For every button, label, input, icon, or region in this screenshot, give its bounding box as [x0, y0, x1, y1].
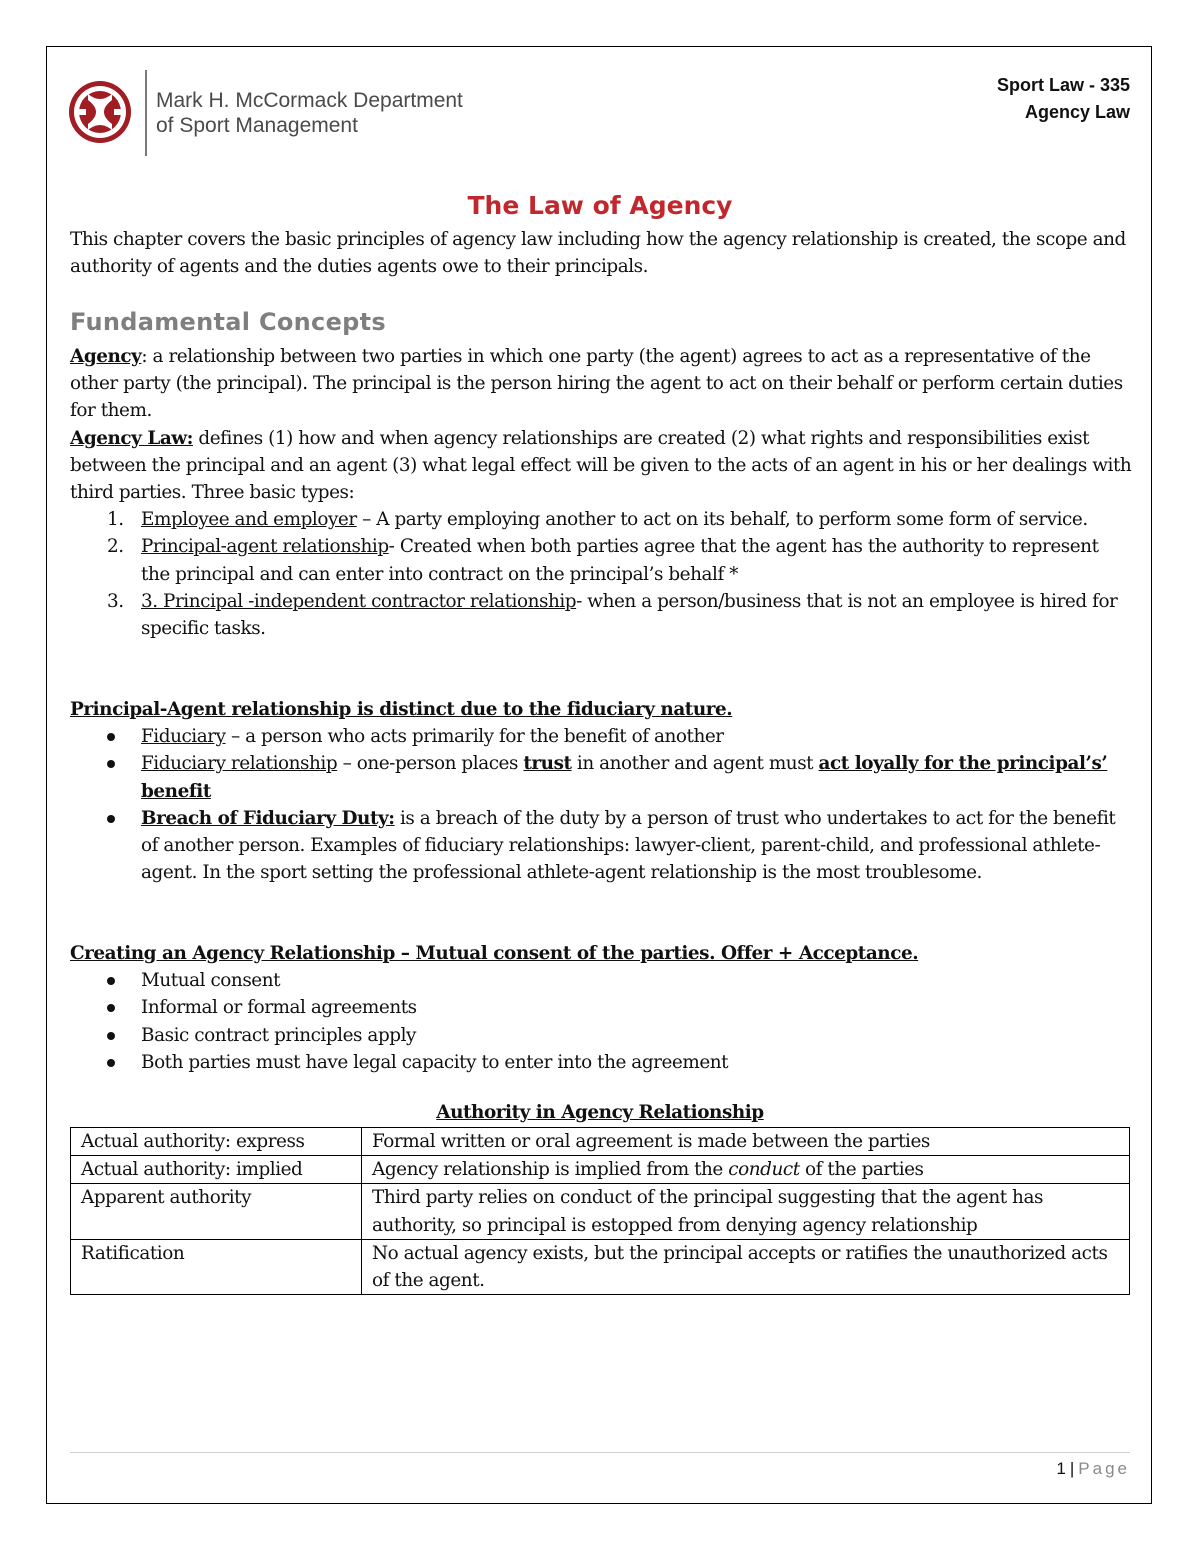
agency-definition [70, 343, 1132, 425]
table-cell-desc [362, 1156, 1130, 1184]
logo-divider [145, 70, 147, 156]
table-cell-desc: No actual agency exists, but the principal accepts or ratifies the unauthorized acts of the agent. [362, 1239, 1130, 1294]
department-line-2: of Sport Management [156, 114, 358, 137]
list-item [70, 967, 1132, 994]
bullet-icon [107, 733, 115, 741]
footer-divider [70, 1452, 1130, 1453]
type-desc: - when a person/business that is not an employee is hired for specific tasks. [141, 590, 1118, 640]
creating-heading: Creating an Agency Relationship – Mutual consent of the parties. Offer + Acceptance. [70, 943, 919, 964]
table-cell-type: Apparent authority [71, 1184, 362, 1239]
list-item [70, 506, 1132, 533]
agency-term: Agency [70, 346, 142, 367]
table-row [71, 1239, 1130, 1294]
creating-item: Informal or formal agreements [141, 997, 417, 1019]
document-title: The Law of Agency [467, 191, 733, 220]
table-cell-type: Ratification [71, 1239, 362, 1294]
list-item [70, 1022, 1132, 1049]
loyalty-emphasis: act loyally for the principal’s’ benefit [141, 753, 1108, 802]
fiduciary-desc: – a person who acts primarily for the benefit of another [225, 726, 724, 748]
table-cell-type: Actual authority: implied [71, 1156, 362, 1184]
fiduciary-list [70, 723, 1132, 886]
table-row [71, 1128, 1130, 1156]
table-cell-desc: Formal written or oral agreement is made between the parties [362, 1128, 1130, 1156]
bullet-icon [107, 1059, 115, 1067]
type-term: Principal-agent relationship [141, 536, 389, 558]
fiduciary-relationship-desc-2: in another and agent must [571, 753, 819, 775]
fiduciary-section [70, 696, 1132, 886]
department-name [156, 88, 463, 138]
list-item [70, 994, 1132, 1021]
fiduciary-relationship-term: Fiduciary relationship [141, 753, 338, 775]
bullet-icon [107, 1032, 115, 1040]
desc-italic: conduct [728, 1159, 800, 1181]
intro-paragraph: This chapter covers the basic principles of agency law including how the agency relationship is created, the scope and authority of agents and the duties agents owe to their principals. [70, 229, 1126, 278]
type-desc: – A party employing another to act on its behalf, to perform some form of service. [356, 509, 1088, 531]
page-footer [1056, 1459, 1130, 1479]
type-term: 3. Principal -independent contractor relationship [141, 590, 577, 612]
list-number: 2. [107, 536, 124, 558]
umass-logo-icon [68, 80, 132, 144]
agency-def-text: : a relationship between two parties in which one party (the agent) agrees to act as a representative of the other party (the principal). The principal is the person hiring the agent to act on their behalf or perform certain duties for them. [70, 346, 1123, 422]
table-caption: Authority in Agency Relationship [436, 1102, 764, 1123]
list-item [70, 533, 1132, 587]
table-cell-desc: Third party relies on conduct of the principal suggesting that the agent has authority, so principal is estopped from denying agency relationship [362, 1184, 1130, 1239]
footer-separator: | [1069, 1459, 1075, 1478]
list-number: 1. [107, 509, 124, 531]
type-desc: - Created when both parties agree that the agent has the authority to represent the principal and can enter into contract on the principal’s behalf * [141, 536, 1099, 585]
fiduciary-term: Fiduciary [141, 726, 226, 748]
list-item [70, 1049, 1132, 1076]
course-code: Sport Law - 335 [996, 75, 1130, 95]
bullet-icon [107, 1004, 115, 1012]
list-item [70, 723, 1132, 750]
page-label: Page [1078, 1459, 1130, 1478]
authority-table [70, 1127, 1130, 1295]
list-item [70, 805, 1132, 887]
type-term: Employee and employer [141, 509, 357, 531]
fundamental-concepts [70, 343, 1132, 642]
creating-list [70, 967, 1132, 1076]
section-heading-fundamental: Fundamental Concepts [70, 308, 386, 336]
creating-item: Mutual consent [141, 970, 281, 992]
table-row [71, 1184, 1130, 1239]
table-cell-type: Actual authority: express [71, 1128, 362, 1156]
trust-emphasis: trust [523, 753, 572, 775]
bullet-icon [107, 977, 115, 985]
creating-item: Basic contract principles apply [141, 1024, 416, 1046]
table-row [71, 1156, 1130, 1184]
fiduciary-relationship-desc: – one-person places [337, 753, 524, 775]
bullet-icon [107, 760, 115, 768]
creating-agency-section [70, 940, 1132, 1076]
agency-law-term: Agency Law: [70, 427, 194, 449]
breach-desc: is a breach of the duty by a person of trust who undertakes to act for the benefit of another person. Examples of fiduciary relationships: lawyer-client, parent-child, and professional athlete-agent. In the sport setting the professional athlete-agent relationship is the most troublesome. [141, 807, 1116, 884]
bullet-icon [107, 815, 115, 823]
page-number: 1 [1056, 1459, 1066, 1478]
agency-law-def-text: defines (1) how and when agency relationships are created (2) what rights and responsibilities exist between the principal and an agent (3) what legal effect will be given to the acts of an agent in his or her dealings with third parties. Three basic types: [70, 427, 1132, 504]
desc-pre: Agency relationship is implied from the [372, 1159, 729, 1181]
course-info [997, 72, 1130, 126]
desc-post: of the parties [799, 1159, 924, 1181]
list-item [70, 588, 1132, 642]
list-number: 3. [107, 590, 124, 612]
fiduciary-heading: Principal-Agent relationship is distinct due to the fiduciary nature. [70, 699, 733, 720]
agency-law-definition [70, 425, 1132, 507]
course-topic: Agency Law [1024, 102, 1130, 122]
agency-types-list [70, 506, 1132, 642]
creating-item: Both parties must have legal capacity to enter into the agreement [141, 1051, 729, 1073]
breach-term: Breach of Fiduciary Duty: [141, 807, 395, 829]
list-item [70, 750, 1132, 804]
department-line-1: Mark H. McCormack Department [156, 89, 463, 112]
